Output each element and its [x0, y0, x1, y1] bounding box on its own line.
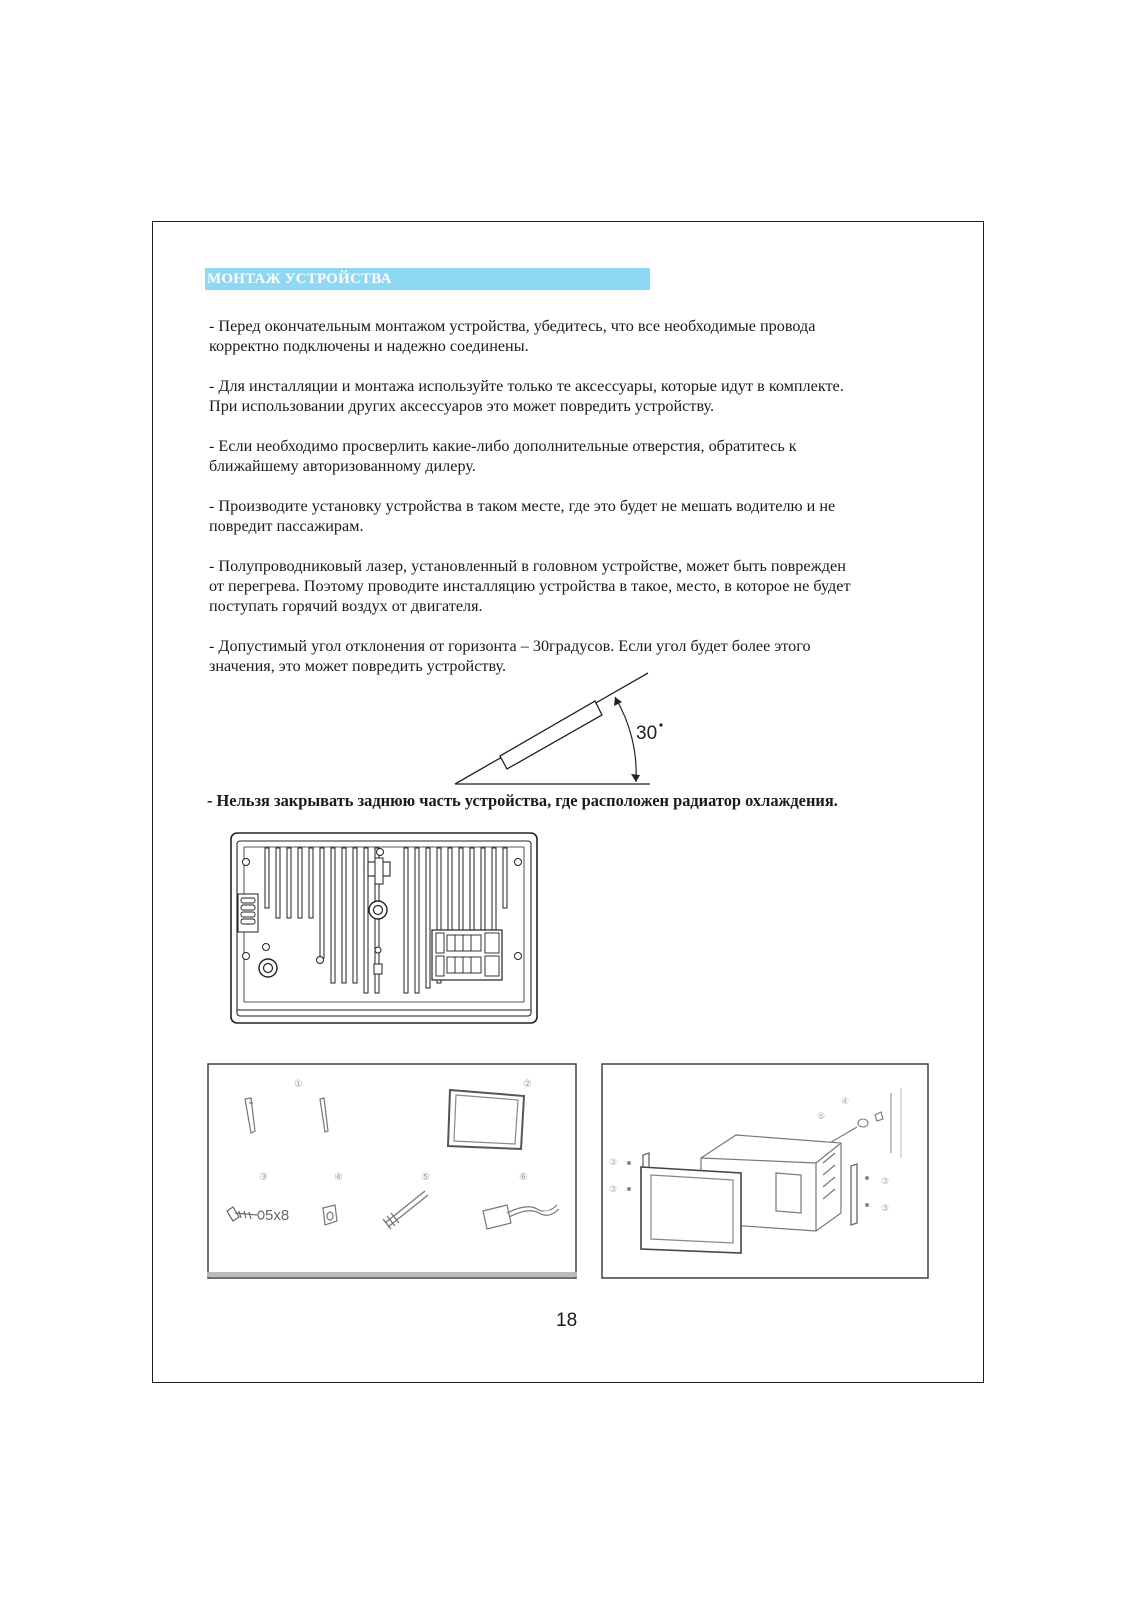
screw-size: 5x8: [265, 1207, 290, 1224]
section-heading: МОНТАЖ УСТРОЙСТВА: [205, 268, 650, 290]
install-marker-3d: ③: [881, 1203, 890, 1213]
mounting-bracket-right: [851, 1164, 857, 1225]
paragraph-line: При использовании других аксессуаров это может повредить устройству.: [209, 397, 715, 415]
paragraph-laser: [209, 556, 934, 616]
paragraph-line: - Полупроводниковый лазер, установленный в головном устройстве, может быть поврежден: [209, 557, 846, 575]
install-marker-3b: ③: [609, 1184, 618, 1194]
paragraph-line: - Перед окончательным монтажом устройства, убедитесь, что все необходимые провода: [209, 317, 816, 335]
accessory-marker-5: ⑤: [421, 1172, 430, 1183]
paragraph-line: - Допустимый угол отклонения от горизонта – 30градусов. Если угол будет более этого: [209, 637, 811, 655]
trim-frame-icon: [448, 1090, 524, 1149]
paragraph-accessories: [209, 376, 934, 416]
accessory-marker-3: ③: [259, 1172, 268, 1183]
accessory-marker-2: ②: [523, 1079, 532, 1090]
install-marker-3a: ③: [609, 1157, 618, 1167]
paragraph-line: значения, это может повредить устройству.: [209, 657, 507, 675]
angle-value: 30: [636, 723, 658, 744]
install-marker-5: ⑤: [817, 1111, 826, 1121]
paragraph-line: корректно подключены и надежно соединены.: [209, 337, 529, 355]
accessory-marker-4: ④: [334, 1172, 343, 1183]
paragraph-line: от перегрева. Поэтому проводите инсталляцию устройства в такое, место, в которое не будет: [209, 577, 851, 595]
accessory-marker-6: ⑥: [519, 1172, 528, 1183]
heatsink-warning: - Нельзя закрывать заднюю часть устройства, где расположен радиатор охлаждения.: [207, 791, 838, 810]
paragraph-drilling: [209, 436, 934, 476]
paragraph-line: ближайшему авторизованному дилеру.: [209, 457, 476, 475]
trim-frame: [641, 1167, 741, 1253]
install-marker-3c: ③: [881, 1176, 890, 1186]
bushing-nut-icon: [323, 1205, 337, 1225]
paragraph-line: - Если необходимо просверлить какие-либо дополнительные отверстия, обратитесь к: [209, 437, 797, 455]
install-marker-4: ④: [841, 1096, 850, 1106]
unit-rear-view: [230, 832, 540, 1026]
accessories-figure: [207, 1063, 577, 1279]
page-number: 18: [556, 1310, 578, 1331]
installation-diagram: [601, 1063, 929, 1279]
paragraph-line: поступать горячий воздух от двигателя.: [209, 597, 483, 615]
paragraph-wiring: [209, 316, 934, 356]
paragraph-placement: [209, 496, 934, 536]
paragraph-line: - Производите установку устройства в таком месте, где это будет не мешать водителю и не: [209, 497, 836, 515]
paragraph-line: повредит пассажирам.: [209, 517, 364, 535]
tilt-angle-diagram: [450, 668, 660, 788]
paragraph-line: - Для инсталляции и монтажа используйте только те аксессуары, которые идут в комплекте.: [209, 377, 844, 395]
accessory-marker-1: ①: [294, 1079, 303, 1090]
